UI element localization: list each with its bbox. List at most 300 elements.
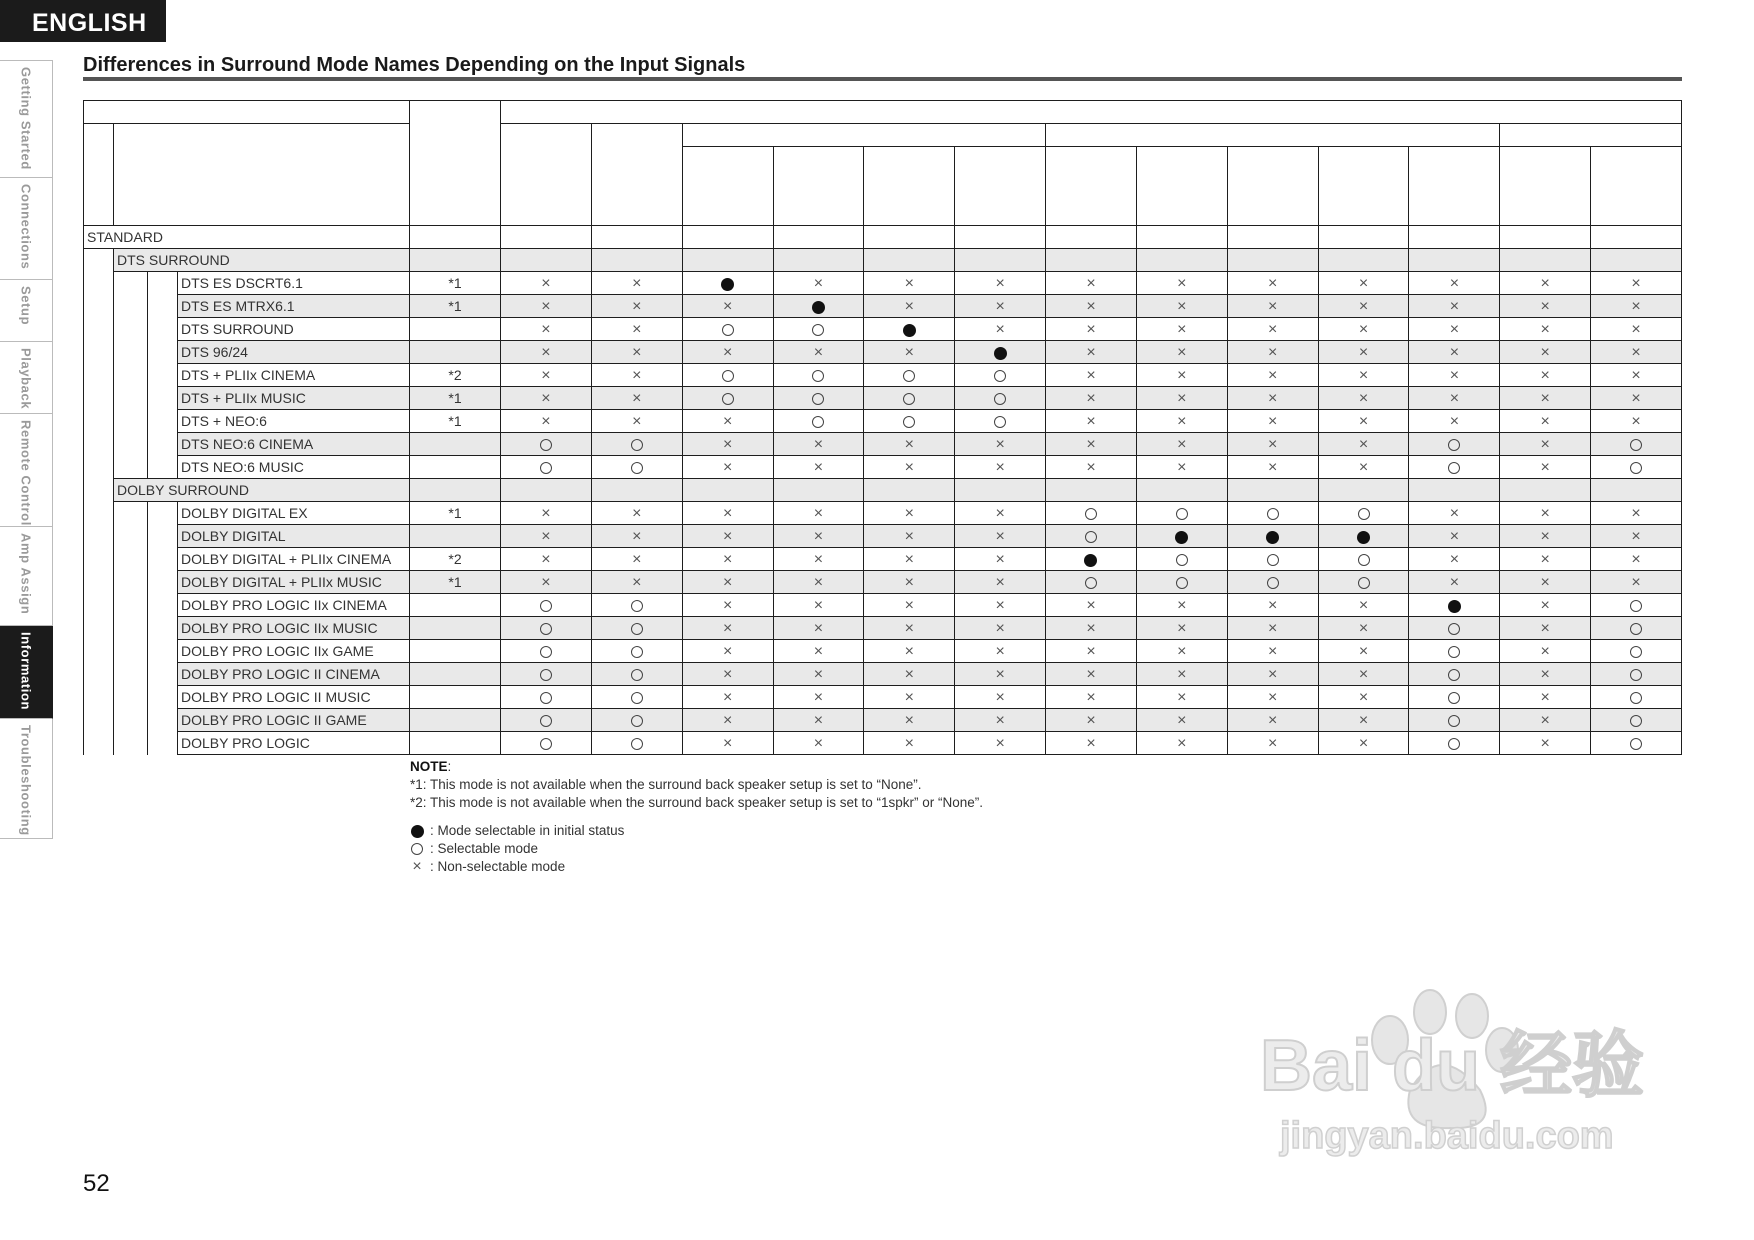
note-cell: *1 [410, 295, 501, 318]
indent-gutter [84, 594, 114, 617]
cross-icon: × [1631, 275, 1641, 293]
legend-text: : Mode selectable in initial status [430, 823, 625, 838]
cross-icon: × [995, 597, 1005, 615]
value-cell [1227, 226, 1318, 249]
column-header [591, 124, 682, 226]
cross-icon: × [1268, 275, 1278, 293]
cross-icon: × [1449, 298, 1460, 316]
value-cell [773, 525, 864, 548]
indent-gutter [84, 341, 114, 364]
note-cell: *1 [410, 410, 501, 433]
value-cell [1227, 732, 1318, 755]
value-cell [1046, 318, 1137, 341]
column-header [773, 147, 864, 226]
indent-gutter [84, 410, 114, 433]
table-row [84, 502, 1682, 525]
cross-icon: × [1358, 620, 1369, 638]
value-cell [1500, 387, 1591, 410]
column-header [1136, 147, 1227, 226]
value-cell [1136, 318, 1227, 341]
mode-name: DTS NEO:6 MUSIC [178, 456, 410, 479]
cross-icon: × [1268, 620, 1278, 638]
value-cell [1591, 364, 1682, 387]
side-nav-item[interactable] [0, 719, 53, 839]
value-cell [682, 433, 773, 456]
value-cell [773, 410, 864, 433]
open-circle-icon [722, 370, 734, 382]
value-cell [1500, 295, 1591, 318]
cross-icon: × [904, 712, 914, 730]
value-cell [1046, 502, 1137, 525]
cross-icon: × [1177, 597, 1187, 615]
table-row [84, 594, 1682, 617]
open-circle-icon [540, 600, 552, 612]
filled-circle-icon [721, 278, 734, 291]
side-nav-label: Connections [18, 184, 34, 270]
cross-icon: × [632, 505, 642, 523]
value-cell [501, 249, 592, 272]
open-circle-icon [1630, 692, 1642, 704]
open-circle-icon [812, 370, 824, 382]
cross-icon: × [632, 413, 642, 431]
cross-icon: × [1358, 413, 1369, 431]
value-cell [682, 295, 773, 318]
cross-icon: × [722, 413, 733, 431]
value-cell [591, 387, 682, 410]
value-cell [864, 479, 955, 502]
indent-gutter [148, 341, 178, 364]
cross-icon: × [1631, 344, 1641, 362]
cross-icon: × [632, 390, 642, 408]
value-cell [1136, 640, 1227, 663]
cross-icon: × [632, 574, 642, 592]
cross-icon: × [813, 712, 824, 730]
table-row [84, 732, 1682, 755]
indent-gutter [114, 502, 148, 525]
value-cell [955, 640, 1046, 663]
indent-gutter [114, 617, 148, 640]
value-cell [591, 364, 682, 387]
cross-icon: × [541, 321, 551, 339]
side-nav-item[interactable] [0, 178, 53, 280]
cross-icon: × [1540, 551, 1550, 569]
value-cell [591, 410, 682, 433]
open-circle-icon [631, 439, 643, 451]
value-cell [1591, 617, 1682, 640]
table-row [84, 341, 1682, 364]
cross-icon: × [1631, 321, 1641, 339]
filled-circle-icon [994, 347, 1007, 360]
value-cell [955, 502, 1046, 525]
value-cell [955, 226, 1046, 249]
cross-icon: × [1631, 367, 1641, 385]
value-cell [1318, 433, 1409, 456]
cross-icon: × [541, 298, 551, 316]
value-cell [955, 525, 1046, 548]
value-cell [1227, 318, 1318, 341]
value-cell [1136, 732, 1227, 755]
legend-text: : Selectable mode [430, 841, 539, 856]
value-cell [501, 525, 592, 548]
cross-icon: × [541, 574, 551, 592]
column-header [1318, 147, 1409, 226]
value-cell [501, 709, 592, 732]
note-cell [410, 525, 501, 548]
value-cell [1136, 479, 1227, 502]
note-cell [410, 456, 501, 479]
cross-icon: × [995, 643, 1005, 661]
value-cell [864, 663, 955, 686]
indent-gutter [84, 502, 114, 525]
cross-icon: × [995, 459, 1005, 477]
value-cell [1318, 456, 1409, 479]
indent-gutter [148, 387, 178, 410]
indent-gutter [148, 617, 178, 640]
cross-icon: × [1268, 413, 1278, 431]
side-nav-item[interactable] [0, 626, 53, 719]
cross-icon: × [1268, 643, 1278, 661]
cross-icon: × [1540, 528, 1550, 546]
value-cell [864, 594, 955, 617]
note-cell [410, 640, 501, 663]
column-header [955, 147, 1046, 226]
value-cell [864, 686, 955, 709]
value-cell [591, 502, 682, 525]
cross-icon: × [1540, 712, 1550, 730]
cross-icon: × [813, 620, 824, 638]
indent-gutter [148, 272, 178, 295]
cross-icon: × [1268, 344, 1278, 362]
cross-icon: × [1449, 321, 1460, 339]
table-row [84, 663, 1682, 686]
mode-name: DTS ES DSCRT6.1 [178, 272, 410, 295]
value-cell [1227, 341, 1318, 364]
value-cell [1136, 364, 1227, 387]
value-cell [591, 295, 682, 318]
mode-name: DOLBY PRO LOGIC IIx MUSIC [178, 617, 410, 640]
value-cell [955, 249, 1046, 272]
indent-gutter [84, 686, 114, 709]
open-circle-icon [1085, 508, 1097, 520]
cross-icon: × [541, 344, 551, 362]
open-circle-icon [540, 462, 552, 474]
mode-name: DTS NEO:6 CINEMA [178, 433, 410, 456]
open-circle-icon [1448, 738, 1460, 750]
mode-name: DOLBY PRO LOGIC IIx CINEMA [178, 594, 410, 617]
value-cell [1046, 479, 1137, 502]
side-nav-label: Amp Assign [18, 533, 34, 615]
surround-mode-header [114, 124, 410, 226]
cross-icon: × [541, 275, 551, 293]
indent-gutter [114, 640, 148, 663]
indent-gutter [148, 502, 178, 525]
note-cell [410, 226, 501, 249]
note-cell [410, 617, 501, 640]
value-cell [1136, 502, 1227, 525]
mode-name: DOLBY PRO LOGIC [178, 732, 410, 755]
value-cell [1318, 364, 1409, 387]
cross-icon: × [1177, 298, 1187, 316]
side-nav-item[interactable] [0, 342, 53, 414]
cross-icon: × [1268, 597, 1278, 615]
cross-icon: × [1358, 643, 1369, 661]
value-cell [591, 663, 682, 686]
value-cell [1409, 226, 1500, 249]
table-row [84, 709, 1682, 732]
indent-gutter [84, 272, 114, 295]
cross-icon: × [995, 620, 1005, 638]
indent-gutter [148, 295, 178, 318]
value-cell [1046, 295, 1137, 318]
table-row [84, 686, 1682, 709]
open-circle-icon [1267, 508, 1279, 520]
value-cell [1591, 318, 1682, 341]
cross-icon: × [1268, 321, 1278, 339]
value-cell [1591, 548, 1682, 571]
cross-icon: × [1177, 436, 1187, 454]
value-cell [682, 249, 773, 272]
value-cell [955, 617, 1046, 640]
value-cell [864, 318, 955, 341]
cross-icon: × [722, 620, 733, 638]
cross-icon: × [904, 275, 914, 293]
cross-icon: × [995, 735, 1005, 753]
indent-gutter [148, 456, 178, 479]
cross-icon: × [541, 390, 551, 408]
indent-gutter [114, 525, 148, 548]
cross-icon: × [813, 597, 824, 615]
value-cell [773, 617, 864, 640]
indent-gutter [114, 548, 148, 571]
value-cell [1136, 594, 1227, 617]
value-cell [682, 364, 773, 387]
mode-name: DTS + PLIIx MUSIC [178, 387, 410, 410]
mode-name: DTS SURROUND [178, 318, 410, 341]
value-cell [773, 433, 864, 456]
value-cell [1136, 387, 1227, 410]
open-circle-icon [1448, 715, 1460, 727]
value-cell [1136, 226, 1227, 249]
value-cell [864, 410, 955, 433]
value-cell [1046, 525, 1137, 548]
cross-icon: × [632, 528, 642, 546]
value-cell [1409, 295, 1500, 318]
cross-icon: × [1540, 735, 1550, 753]
indent-gutter [84, 295, 114, 318]
cross-icon: × [1358, 436, 1369, 454]
value-cell [591, 548, 682, 571]
indent-gutter [148, 548, 178, 571]
cross-icon: × [1449, 275, 1460, 293]
value-cell [1046, 272, 1137, 295]
side-nav-item[interactable] [0, 527, 53, 626]
indent-gutter [148, 640, 178, 663]
cross-icon: × [1268, 689, 1278, 707]
value-cell [682, 456, 773, 479]
indent-gutter [114, 364, 148, 387]
note-cell [410, 709, 501, 732]
value-cell [1500, 502, 1591, 525]
value-cell [1409, 686, 1500, 709]
value-cell [1318, 709, 1409, 732]
value-cell [591, 732, 682, 755]
value-cell [864, 341, 955, 364]
cross-icon: × [904, 528, 914, 546]
cross-icon: × [1177, 620, 1187, 638]
value-cell [955, 548, 1046, 571]
open-circle-icon [631, 738, 643, 750]
value-cell [1227, 548, 1318, 571]
table-row [84, 548, 1682, 571]
note-cell: *1 [410, 387, 501, 410]
open-circle-icon [994, 370, 1006, 382]
value-cell [1046, 226, 1137, 249]
value-cell [1318, 295, 1409, 318]
value-cell [1046, 571, 1137, 594]
open-circle-icon [903, 370, 915, 382]
indent-gutter [148, 594, 178, 617]
table-row [84, 272, 1682, 295]
value-cell [682, 226, 773, 249]
value-cell [1046, 709, 1137, 732]
value-cell [1409, 663, 1500, 686]
open-circle-icon [1358, 508, 1370, 520]
side-nav [0, 60, 53, 839]
value-cell [501, 686, 592, 709]
value-cell [1046, 410, 1137, 433]
value-cell [955, 732, 1046, 755]
value-cell [1136, 617, 1227, 640]
value-cell [1591, 502, 1682, 525]
open-circle-icon [1085, 531, 1097, 543]
value-cell [864, 732, 955, 755]
value-cell [501, 456, 592, 479]
indent-gutter [84, 640, 114, 663]
cross-icon: × [722, 551, 733, 569]
value-cell [1591, 663, 1682, 686]
cross-icon: × [722, 597, 733, 615]
cross-icon: × [541, 505, 551, 523]
indent-gutter [114, 410, 148, 433]
open-circle-icon [631, 623, 643, 635]
value-cell [1409, 341, 1500, 364]
value-cell [955, 686, 1046, 709]
cross-icon: × [995, 666, 1005, 684]
cross-icon: × [722, 666, 733, 684]
cross-icon: × [1268, 367, 1278, 385]
value-cell [1500, 640, 1591, 663]
value-cell [682, 318, 773, 341]
value-cell [591, 341, 682, 364]
value-cell [1500, 732, 1591, 755]
cross-icon: × [1540, 505, 1550, 523]
side-nav-label: Remote Control [18, 420, 34, 526]
value-cell [773, 548, 864, 571]
note-cell [410, 479, 501, 502]
indent-gutter [84, 318, 114, 341]
value-cell [1136, 663, 1227, 686]
open-circle-icon [1630, 738, 1642, 750]
value-cell [1500, 686, 1591, 709]
value-cell [864, 525, 955, 548]
indent-gutter [84, 249, 114, 272]
value-cell [1409, 433, 1500, 456]
value-cell [1500, 456, 1591, 479]
value-cell [773, 479, 864, 502]
filled-circle-icon [1448, 600, 1461, 613]
cross-icon: × [1540, 620, 1550, 638]
value-cell [501, 364, 592, 387]
value-cell [1500, 226, 1591, 249]
cross-icon: × [904, 436, 914, 454]
value-cell [682, 502, 773, 525]
value-cell [1409, 640, 1500, 663]
note-header [410, 101, 501, 226]
value-cell [1046, 548, 1137, 571]
value-cell [591, 456, 682, 479]
value-cell [1318, 479, 1409, 502]
cross-icon: × [1086, 620, 1096, 638]
filled-circle-icon [812, 301, 825, 314]
open-circle-icon [1630, 669, 1642, 681]
note-cell [410, 341, 501, 364]
side-nav-item[interactable] [0, 280, 53, 342]
value-cell [1318, 594, 1409, 617]
value-cell [955, 709, 1046, 732]
cross-icon: × [722, 459, 733, 477]
cross-icon: × [1268, 459, 1278, 477]
open-circle-icon [994, 416, 1006, 428]
open-circle-icon [722, 324, 734, 336]
value-cell [1409, 502, 1500, 525]
cross-icon: × [813, 551, 824, 569]
cross-icon: × [1449, 367, 1460, 385]
value-cell [1500, 433, 1591, 456]
value-cell [682, 272, 773, 295]
value-cell [1591, 456, 1682, 479]
value-cell [591, 571, 682, 594]
cross-icon: × [1268, 298, 1278, 316]
value-cell [591, 686, 682, 709]
baidu-watermark [1240, 980, 1660, 1180]
cross-icon: × [1086, 298, 1096, 316]
cross-icon: × [995, 574, 1005, 592]
value-cell [955, 663, 1046, 686]
value-cell [1500, 571, 1591, 594]
column-header [1500, 147, 1591, 226]
value-cell [955, 456, 1046, 479]
value-cell [591, 640, 682, 663]
open-circle-icon [1448, 692, 1460, 704]
value-cell [1136, 272, 1227, 295]
side-nav-item[interactable] [0, 414, 53, 527]
column-header [1227, 147, 1318, 226]
page-title: Differences in Surround Mode Names Depending on the Input Signals [83, 54, 746, 76]
standard-label: STANDARD [84, 226, 410, 249]
table-row [84, 410, 1682, 433]
cross-icon: × [1631, 528, 1641, 546]
cross-icon: × [1086, 275, 1096, 293]
open-circle-icon [722, 393, 734, 405]
open-circle-icon [1448, 462, 1460, 474]
cross-icon: × [1268, 735, 1278, 753]
cross-icon: × [1086, 666, 1096, 684]
cross-icon: × [1540, 390, 1550, 408]
indent-gutter [148, 571, 178, 594]
side-nav-item[interactable] [0, 61, 53, 178]
value-cell [1227, 364, 1318, 387]
value-cell [864, 456, 955, 479]
